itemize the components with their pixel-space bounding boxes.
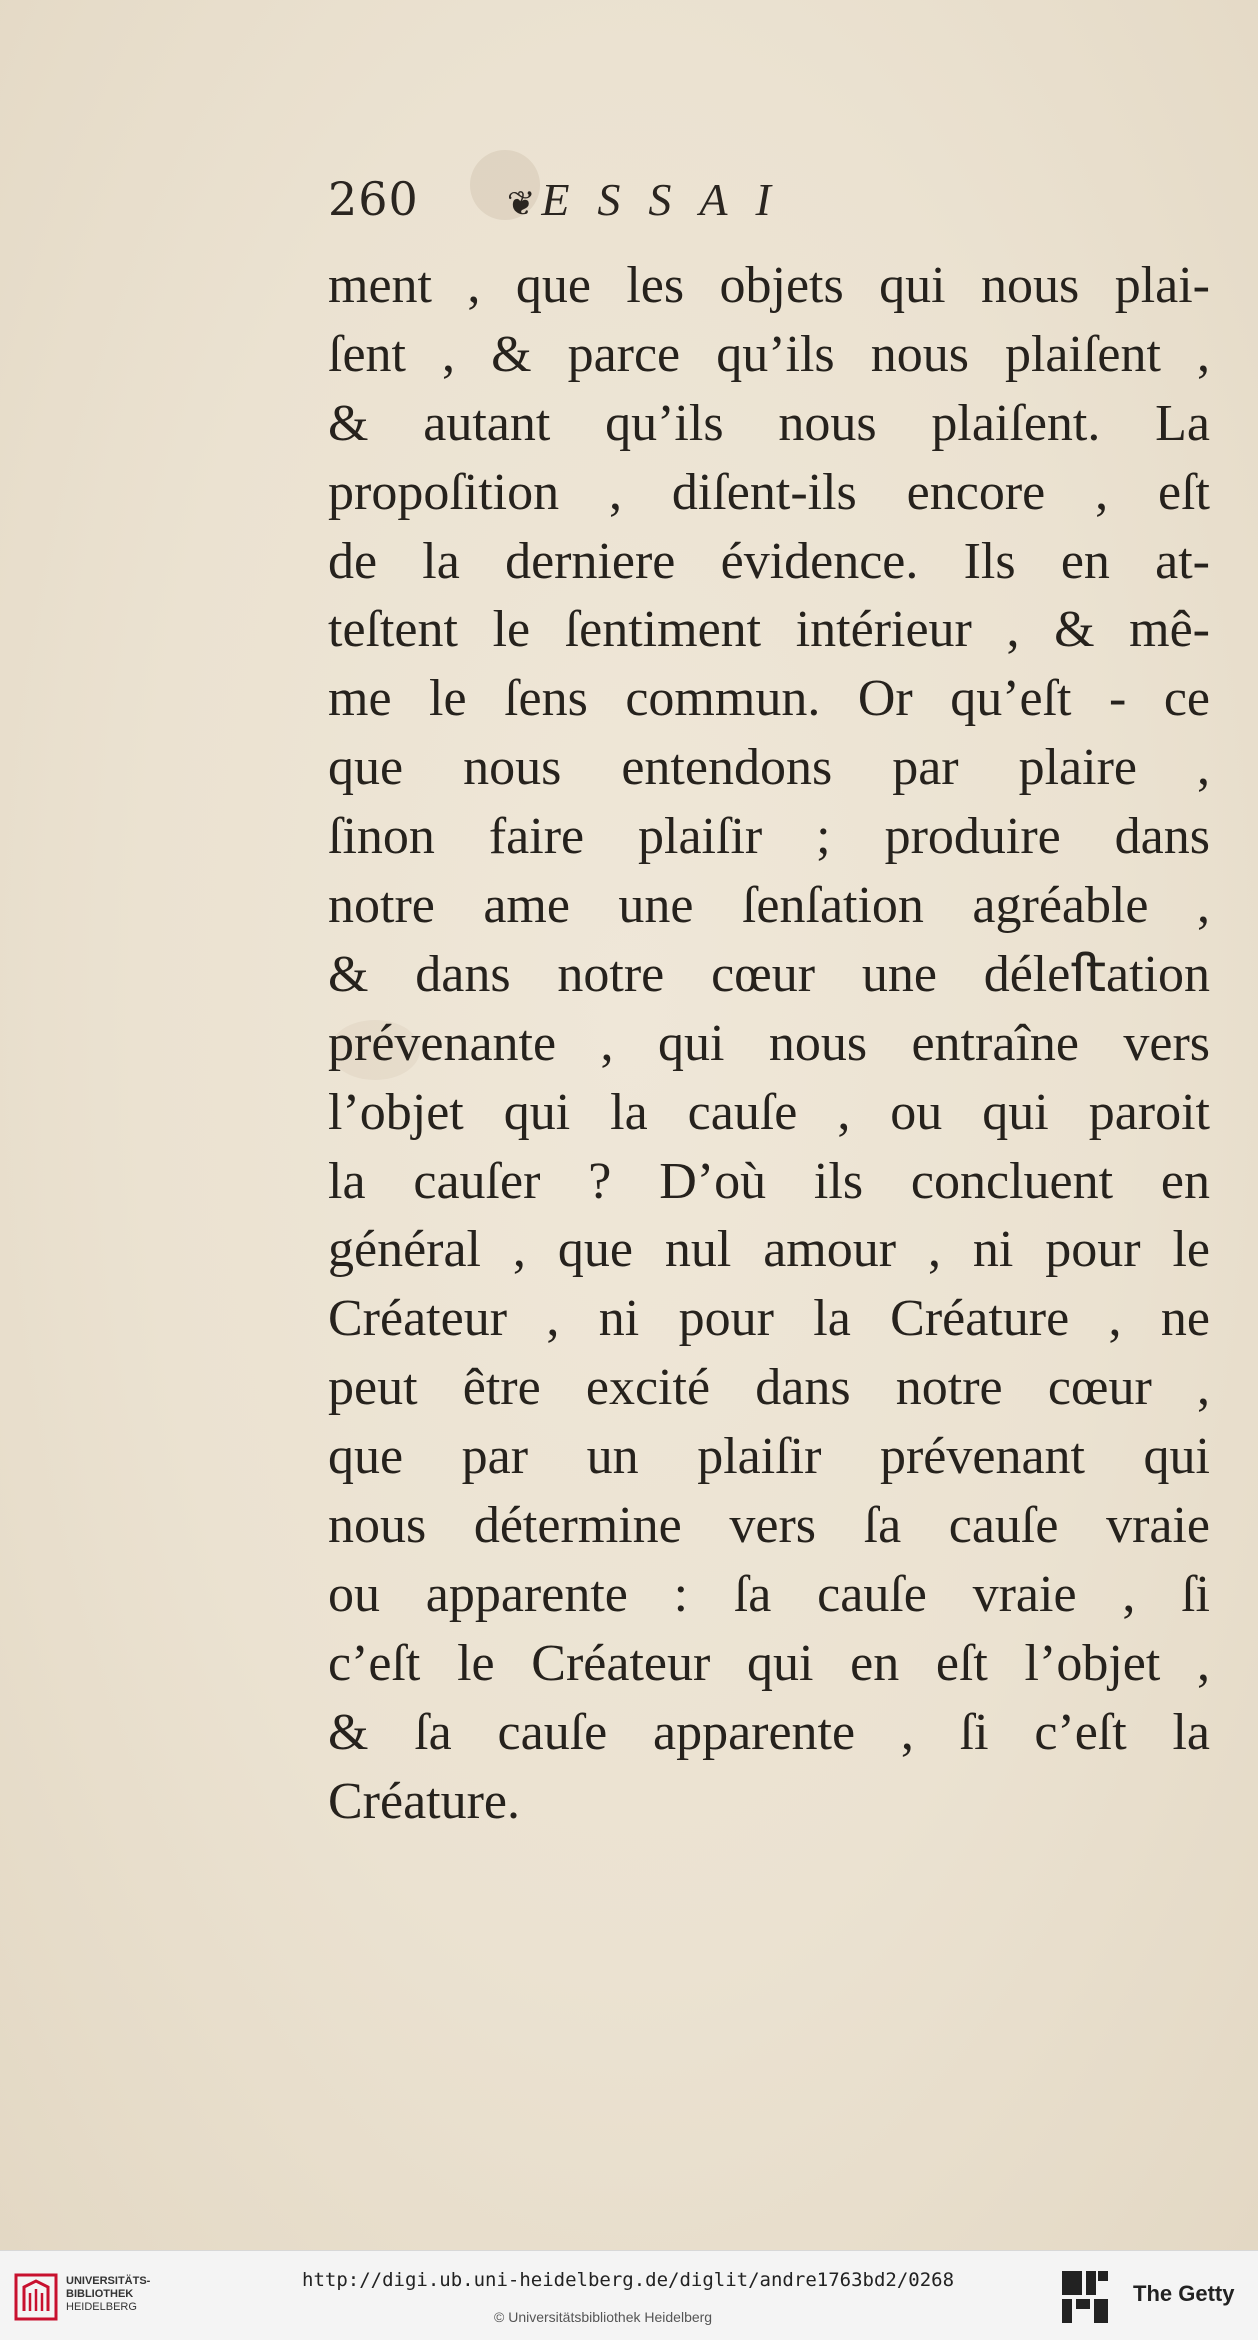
- text-line: teſtent le ſentiment intérieur , & mê-: [328, 601, 1210, 659]
- permalink-url[interactable]: http://digi.ub.uni-heidelberg.de/diglit/andre1763bd2/0268: [302, 2269, 955, 2291]
- library-name-line: HEIDELBERG: [66, 2301, 137, 2313]
- text-line: & ſa cauſe apparente , ſi c’eſt la: [328, 1703, 1210, 1761]
- library-name-line: BIBLIOTHEK: [66, 2288, 134, 2300]
- text-line: me le ſens commun. Or qu’eſt - ce: [328, 670, 1210, 728]
- getty-name: The Getty: [1133, 2281, 1235, 2306]
- page-header: [328, 172, 799, 242]
- text-line: que nous entendons par plaire ,: [328, 739, 1210, 797]
- text-line: & autant qu’ils nous plaiſent. La: [328, 394, 1210, 452]
- text-line: c’eſt le Créateur qui en eſt l’objet ,: [328, 1634, 1210, 1692]
- text-line: général , que nul amour , ni pour le: [328, 1221, 1210, 1279]
- text-line: notre ame une ſenſation agréable ,: [328, 877, 1210, 935]
- text-line: propoſition , diſent-ils encore , eſt: [328, 463, 1210, 521]
- text-line: nous détermine vers ſa cauſe vraie: [328, 1497, 1210, 1555]
- text-line: l’objet qui la cauſe , ou qui paroit: [328, 1083, 1210, 1141]
- footer-bar: [0, 2250, 1258, 2340]
- text-line: Créateur , ni pour la Créature , ne: [328, 1290, 1210, 1348]
- library-name-line: UNIVERSITÄTS-: [66, 2275, 151, 2287]
- text-line: ſinon faire plaiſir ; produire dans: [328, 808, 1210, 866]
- getty-logo-icon: [1058, 2267, 1112, 2327]
- text-line: ment , que les objets qui nous plai-: [328, 257, 1210, 314]
- text-line: ſent , & parce qu’ils nous plaiſent ,: [328, 325, 1210, 383]
- text-line: ou apparente : ſa cauſe vraie , ſi: [328, 1565, 1210, 1623]
- text-line: de la derniere évidence. Ils en at-: [328, 532, 1210, 590]
- text-line: la cauſer ? D’où ils concluent en: [328, 1152, 1210, 1210]
- text-line: que par un plaiſir prévenant qui: [328, 1428, 1210, 1486]
- running-title: ESSAI: [541, 174, 799, 225]
- body-text: [328, 252, 1210, 1836]
- library-name: [66, 2275, 150, 2314]
- text-line-last: Créature.: [328, 1772, 521, 1830]
- copyright-notice: © Universitätsbibliothek Heidelberg: [494, 2309, 713, 2325]
- ornament-icon: ❦: [506, 184, 536, 224]
- text-line: prévenante , qui nous entraîne vers: [328, 1014, 1210, 1072]
- text-line: & dans notre cœur une déleﬅation: [328, 945, 1210, 1003]
- page-number: 260: [328, 172, 419, 226]
- university-library-logo-icon: [14, 2273, 58, 2321]
- text-line: peut être excité dans notre cœur ,: [328, 1359, 1210, 1417]
